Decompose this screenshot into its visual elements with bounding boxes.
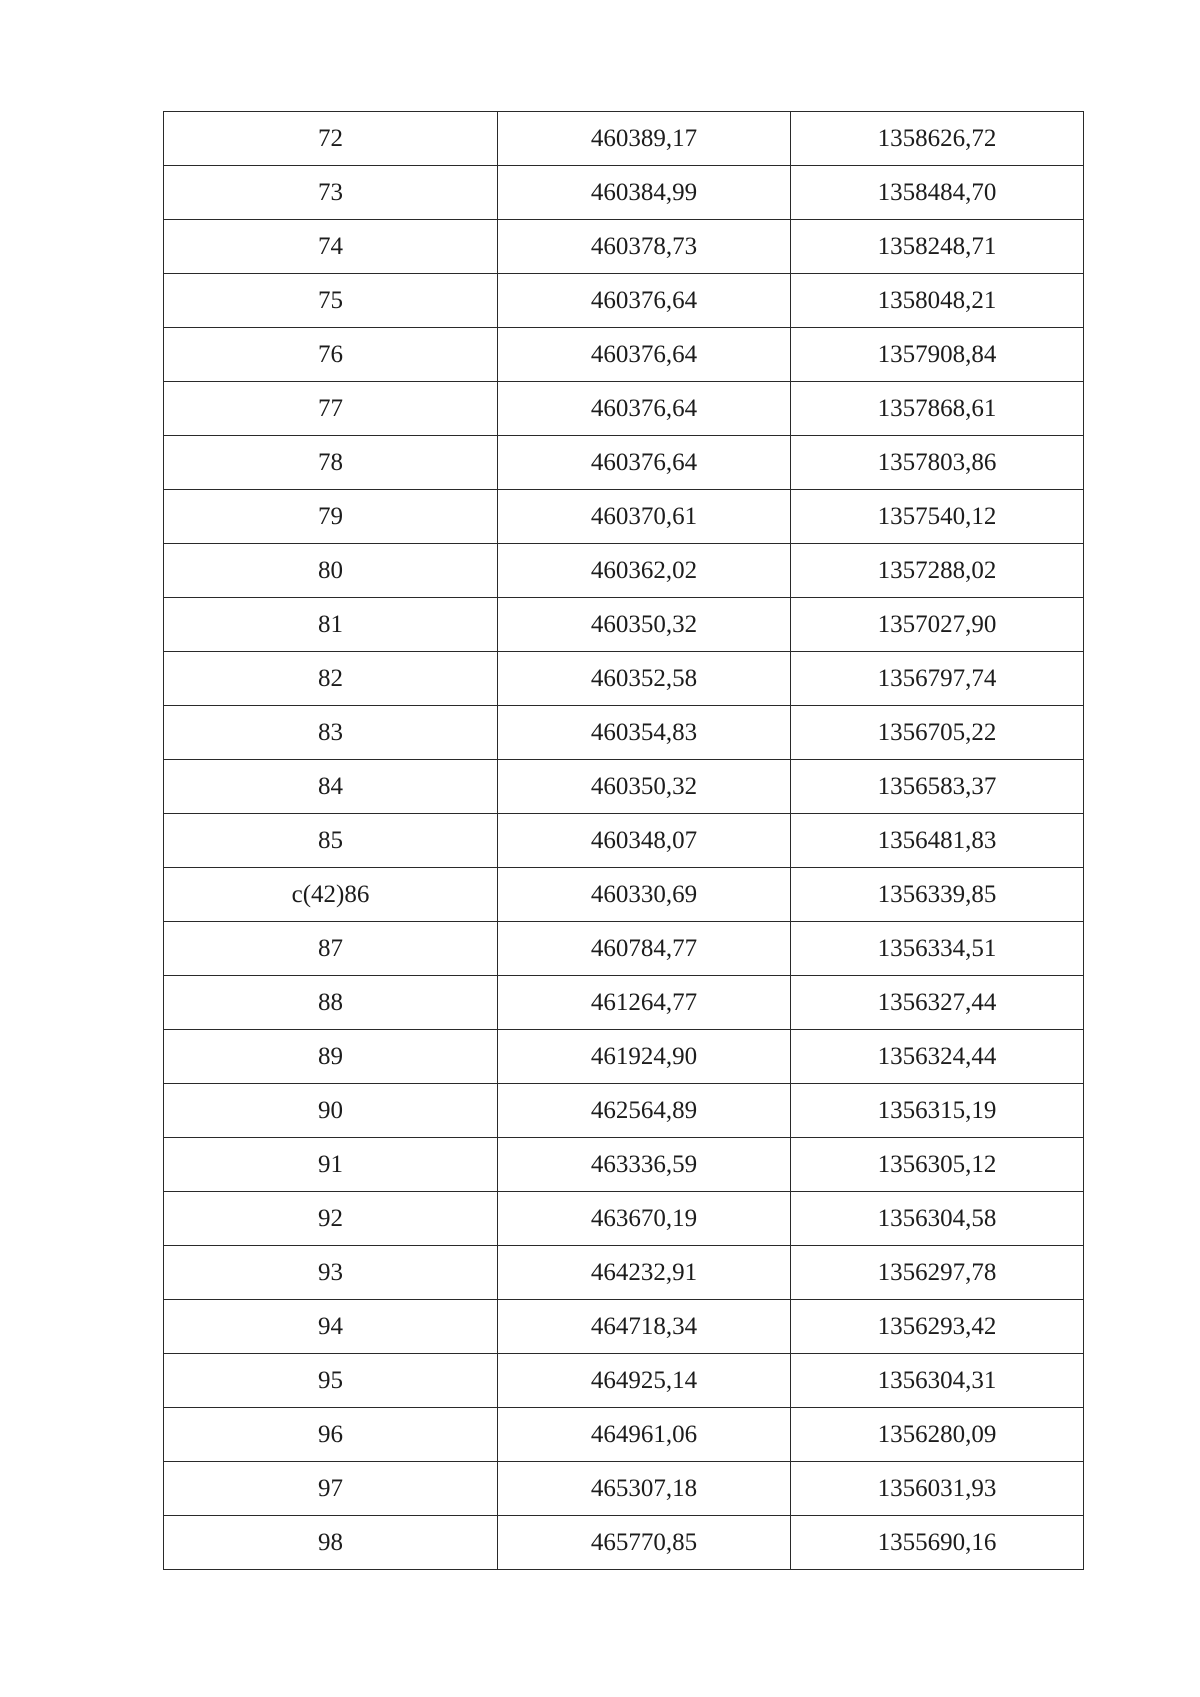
table-row xyxy=(164,328,1084,382)
point-number-cell: 77 xyxy=(164,382,498,436)
coordinates-table-body xyxy=(164,112,1084,1570)
table-row xyxy=(164,1354,1084,1408)
table-row xyxy=(164,1084,1084,1138)
x-coordinate-cell: 460389,17 xyxy=(498,112,791,166)
x-coordinate-cell: 461264,77 xyxy=(498,976,791,1030)
point-number-cell: 88 xyxy=(164,976,498,1030)
point-number-cell: 96 xyxy=(164,1408,498,1462)
point-number-cell: 73 xyxy=(164,166,498,220)
point-number-cell: 98 xyxy=(164,1516,498,1570)
table-row xyxy=(164,1138,1084,1192)
point-number-cell: 80 xyxy=(164,544,498,598)
x-coordinate-cell: 464925,14 xyxy=(498,1354,791,1408)
y-coordinate-cell: 1357027,90 xyxy=(791,598,1084,652)
table-row xyxy=(164,652,1084,706)
table-row xyxy=(164,112,1084,166)
point-number-cell: 97 xyxy=(164,1462,498,1516)
point-number-cell: 90 xyxy=(164,1084,498,1138)
point-number-cell: 83 xyxy=(164,706,498,760)
x-coordinate-cell: 460378,73 xyxy=(498,220,791,274)
table-row xyxy=(164,544,1084,598)
y-coordinate-cell: 1356481,83 xyxy=(791,814,1084,868)
y-coordinate-cell: 1358248,71 xyxy=(791,220,1084,274)
table-row xyxy=(164,1300,1084,1354)
x-coordinate-cell: 460370,61 xyxy=(498,490,791,544)
table-row xyxy=(164,274,1084,328)
table-row xyxy=(164,166,1084,220)
x-coordinate-cell: 460376,64 xyxy=(498,382,791,436)
x-coordinate-cell: 464961,06 xyxy=(498,1408,791,1462)
point-number-cell: c(42)86 xyxy=(164,868,498,922)
point-number-cell: 85 xyxy=(164,814,498,868)
x-coordinate-cell: 460348,07 xyxy=(498,814,791,868)
y-coordinate-cell: 1356334,51 xyxy=(791,922,1084,976)
y-coordinate-cell: 1357868,61 xyxy=(791,382,1084,436)
point-number-cell: 75 xyxy=(164,274,498,328)
y-coordinate-cell: 1355690,16 xyxy=(791,1516,1084,1570)
point-number-cell: 82 xyxy=(164,652,498,706)
x-coordinate-cell: 463336,59 xyxy=(498,1138,791,1192)
point-number-cell: 95 xyxy=(164,1354,498,1408)
x-coordinate-cell: 460330,69 xyxy=(498,868,791,922)
x-coordinate-cell: 460376,64 xyxy=(498,274,791,328)
y-coordinate-cell: 1357803,86 xyxy=(791,436,1084,490)
x-coordinate-cell: 463670,19 xyxy=(498,1192,791,1246)
table-row xyxy=(164,868,1084,922)
point-number-cell: 72 xyxy=(164,112,498,166)
y-coordinate-cell: 1356583,37 xyxy=(791,760,1084,814)
table-row xyxy=(164,1246,1084,1300)
x-coordinate-cell: 460354,83 xyxy=(498,706,791,760)
y-coordinate-cell: 1357288,02 xyxy=(791,544,1084,598)
y-coordinate-cell: 1356031,93 xyxy=(791,1462,1084,1516)
table-row xyxy=(164,382,1084,436)
y-coordinate-cell: 1356324,44 xyxy=(791,1030,1084,1084)
table-row xyxy=(164,436,1084,490)
y-coordinate-cell: 1356297,78 xyxy=(791,1246,1084,1300)
table-row xyxy=(164,706,1084,760)
y-coordinate-cell: 1356339,85 xyxy=(791,868,1084,922)
table-row xyxy=(164,1192,1084,1246)
table-row xyxy=(164,1030,1084,1084)
y-coordinate-cell: 1358484,70 xyxy=(791,166,1084,220)
y-coordinate-cell: 1358626,72 xyxy=(791,112,1084,166)
table-row xyxy=(164,1408,1084,1462)
y-coordinate-cell: 1356304,58 xyxy=(791,1192,1084,1246)
point-number-cell: 92 xyxy=(164,1192,498,1246)
x-coordinate-cell: 464718,34 xyxy=(498,1300,791,1354)
point-number-cell: 81 xyxy=(164,598,498,652)
y-coordinate-cell: 1358048,21 xyxy=(791,274,1084,328)
y-coordinate-cell: 1356293,42 xyxy=(791,1300,1084,1354)
point-number-cell: 94 xyxy=(164,1300,498,1354)
table-row xyxy=(164,1462,1084,1516)
point-number-cell: 78 xyxy=(164,436,498,490)
table-row xyxy=(164,760,1084,814)
y-coordinate-cell: 1356280,09 xyxy=(791,1408,1084,1462)
table-row xyxy=(164,976,1084,1030)
y-coordinate-cell: 1356327,44 xyxy=(791,976,1084,1030)
x-coordinate-cell: 460376,64 xyxy=(498,436,791,490)
point-number-cell: 74 xyxy=(164,220,498,274)
y-coordinate-cell: 1356705,22 xyxy=(791,706,1084,760)
point-number-cell: 93 xyxy=(164,1246,498,1300)
table-row xyxy=(164,490,1084,544)
x-coordinate-cell: 465307,18 xyxy=(498,1462,791,1516)
point-number-cell: 87 xyxy=(164,922,498,976)
coordinates-table xyxy=(163,111,1084,1570)
point-number-cell: 79 xyxy=(164,490,498,544)
x-coordinate-cell: 461924,90 xyxy=(498,1030,791,1084)
x-coordinate-cell: 460350,32 xyxy=(498,760,791,814)
y-coordinate-cell: 1357908,84 xyxy=(791,328,1084,382)
table-row xyxy=(164,922,1084,976)
x-coordinate-cell: 464232,91 xyxy=(498,1246,791,1300)
x-coordinate-cell: 460784,77 xyxy=(498,922,791,976)
x-coordinate-cell: 465770,85 xyxy=(498,1516,791,1570)
x-coordinate-cell: 460350,32 xyxy=(498,598,791,652)
table-row xyxy=(164,1516,1084,1570)
table-row xyxy=(164,814,1084,868)
y-coordinate-cell: 1356304,31 xyxy=(791,1354,1084,1408)
point-number-cell: 84 xyxy=(164,760,498,814)
x-coordinate-cell: 460384,99 xyxy=(498,166,791,220)
y-coordinate-cell: 1356315,19 xyxy=(791,1084,1084,1138)
point-number-cell: 91 xyxy=(164,1138,498,1192)
table-row xyxy=(164,220,1084,274)
x-coordinate-cell: 460352,58 xyxy=(498,652,791,706)
x-coordinate-cell: 462564,89 xyxy=(498,1084,791,1138)
point-number-cell: 89 xyxy=(164,1030,498,1084)
y-coordinate-cell: 1356797,74 xyxy=(791,652,1084,706)
y-coordinate-cell: 1357540,12 xyxy=(791,490,1084,544)
y-coordinate-cell: 1356305,12 xyxy=(791,1138,1084,1192)
x-coordinate-cell: 460362,02 xyxy=(498,544,791,598)
x-coordinate-cell: 460376,64 xyxy=(498,328,791,382)
table-row xyxy=(164,598,1084,652)
point-number-cell: 76 xyxy=(164,328,498,382)
